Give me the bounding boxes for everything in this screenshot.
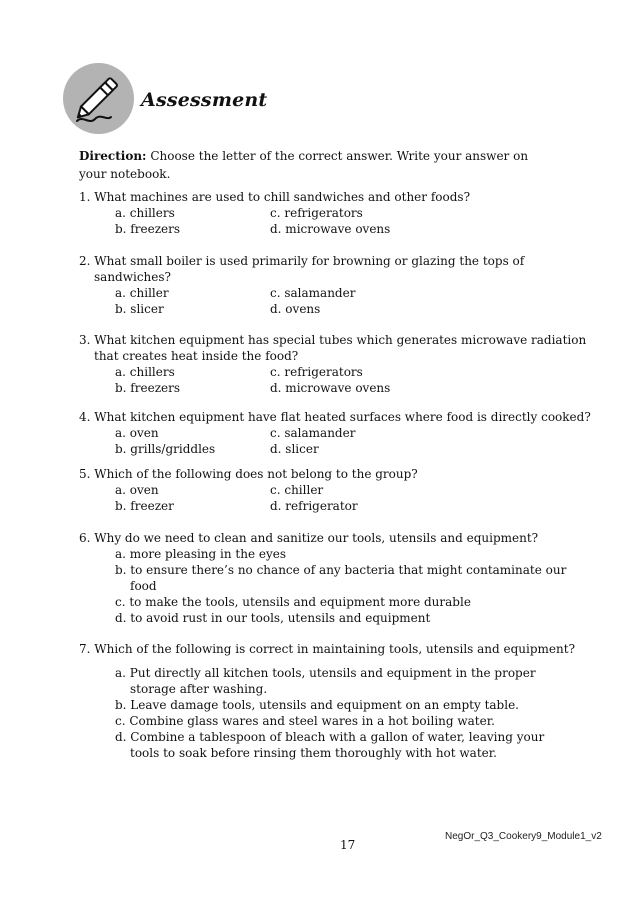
option-a: a. oven (115, 426, 159, 440)
question-7 (79, 641, 576, 761)
question-stem-line-1: 2. What small boiler is used primarily for browning or glazing the tops of (79, 254, 525, 268)
option-d: d. microwave ovens (270, 381, 391, 395)
question-stem: 5. Which of the following does not belong to the group? (79, 467, 418, 481)
option-a: a. chillers (115, 365, 175, 379)
option-d: d. slicer (270, 442, 319, 456)
direction-text (79, 147, 549, 183)
options (79, 364, 569, 396)
question-5 (79, 466, 569, 514)
option-b: b. to ensure there’s no chance of any bacteria that might contaminate our food (115, 563, 567, 593)
options (79, 665, 569, 761)
question-6 (79, 530, 569, 626)
option-c: c. refrigerators (270, 206, 363, 220)
option-c: c. salamander (270, 426, 356, 440)
option-d: d. to avoid rust in our tools, utensils and equipment (115, 611, 431, 625)
question-stem-line-2: that creates heat inside the food? (94, 349, 299, 363)
option-b: b. freezer (115, 499, 174, 513)
option-a: a. chillers (115, 206, 175, 220)
question-stem: 7. Which of the following is correct in maintaining tools, utensils and equipment? (79, 642, 576, 656)
options (79, 425, 569, 457)
option-c: c. Combine glass wares and steel wares in a hot boiling water. (115, 714, 495, 728)
option-d: d. Combine a tablespoon of bleach with a gallon of water, leaving your tools to soak before rinsing them thoroughly with hot water. (115, 730, 545, 760)
option-b: b. freezers (115, 381, 181, 395)
question-stem: 4. What kitchen equipment have flat heated surfaces where food is directly cooked? (79, 410, 591, 424)
option-b: b. slicer (115, 302, 164, 316)
direction-body: Choose the letter of the correct answer. Write your answer on your notebook. (79, 149, 529, 181)
question-stem-line-2: sandwiches? (94, 270, 171, 284)
question-stem: 1. What machines are used to chill sandwiches and other foods? (79, 190, 470, 204)
option-b: b. Leave damage tools, utensils and equipment on an empty table. (115, 698, 519, 712)
option-d: d. microwave ovens (270, 222, 391, 236)
page-title: Assessment (141, 89, 268, 111)
direction-label: Direction: (79, 149, 147, 163)
options (79, 482, 569, 514)
option-a: a. Put directly all kitchen tools, utensils and equipment in the proper storage after washing. (115, 666, 536, 696)
option-a: a. oven (115, 483, 159, 497)
question-3 (79, 332, 587, 396)
option-c: c. to make the tools, utensils and equipment more durable (115, 595, 471, 609)
options (79, 546, 569, 626)
question-stem-line-1: 3. What kitchen equipment has special tubes which generates microwave radiation (79, 333, 587, 347)
question-stem: 6. Why do we need to clean and sanitize our tools, utensils and equipment? (79, 531, 539, 545)
option-c: c. chiller (270, 483, 324, 497)
module-code: NegOr_Q3_Cookery9_Module1_v2 (445, 831, 602, 842)
page-number: 17 (340, 838, 356, 852)
option-a: a. more pleasing in the eyes (115, 547, 287, 561)
question-2 (79, 253, 569, 317)
option-d: d. refrigerator (270, 499, 358, 513)
options (79, 205, 569, 237)
question-1 (79, 189, 569, 237)
option-c: c. refrigerators (270, 365, 363, 379)
options (79, 285, 569, 317)
option-a: a. chiller (115, 286, 169, 300)
pencil-icon (63, 63, 134, 134)
question-stem (79, 332, 587, 364)
option-c: c. salamander (270, 286, 356, 300)
option-b: b. grills/griddles (115, 442, 216, 456)
question-stem (79, 253, 569, 285)
question-4 (79, 409, 591, 457)
option-d: d. ovens (270, 302, 321, 316)
option-b: b. freezers (115, 222, 181, 236)
